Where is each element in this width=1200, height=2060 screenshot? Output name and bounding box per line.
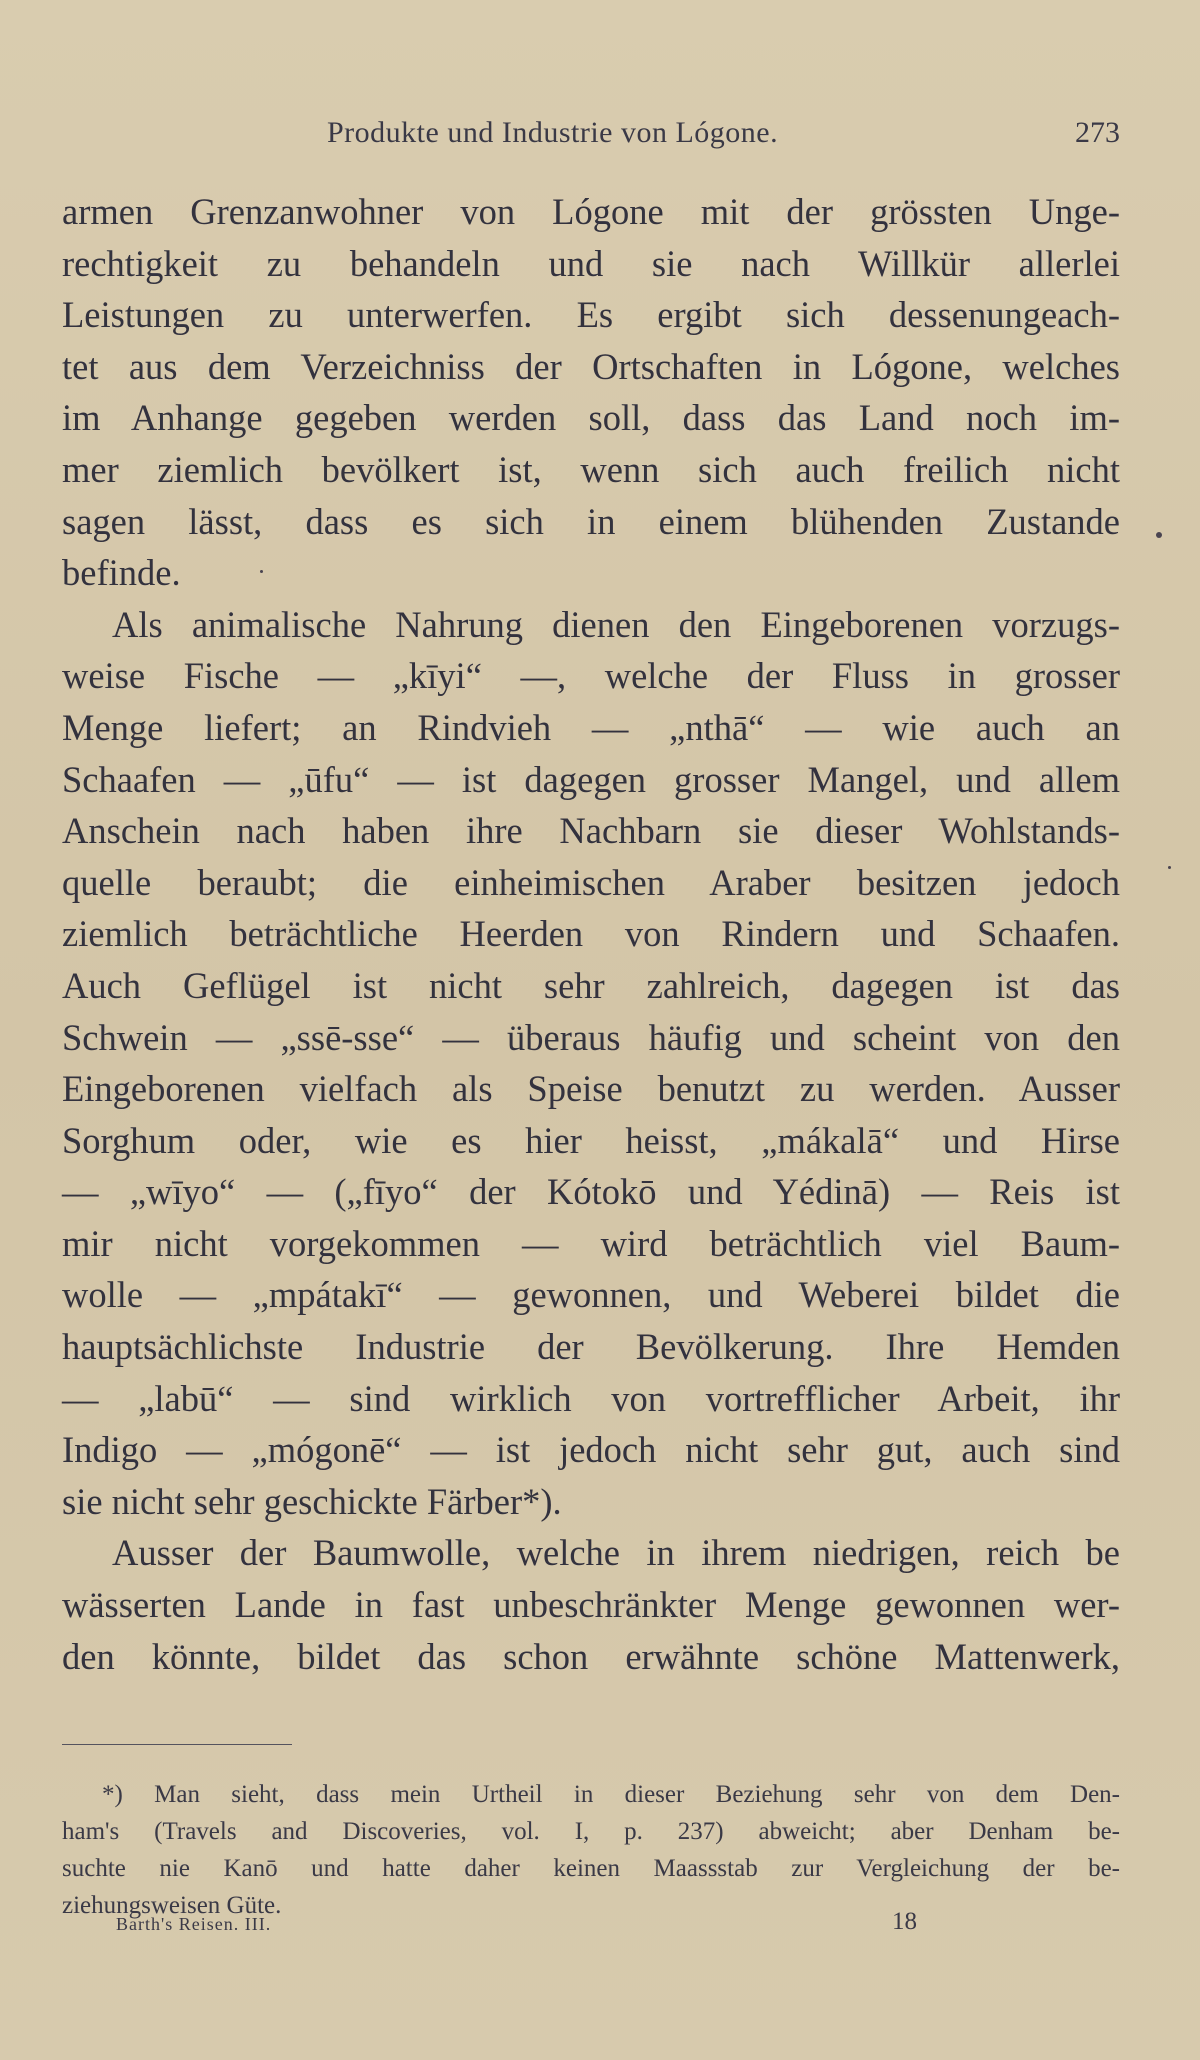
footnote xyxy=(62,1776,1120,1924)
text-line: wässerten Lande in fast unbeschränkter Menge gewonnen wer- xyxy=(62,1584,1120,1626)
text-line: quelle beraubt; die einheimischen Araber besitzen jedoch xyxy=(62,861,1120,903)
footnote-line: suchte nie Kanō und hatte daher keinen Maassstab zur Vergleichung der be- xyxy=(62,1855,1120,1882)
text-line: mir nicht vorgekommen — wird beträchtlich viel Baum- xyxy=(62,1222,1120,1264)
sheet-number: 18 xyxy=(892,1908,917,1935)
text-line: weise Fische — „kīyi“ —, welche der Fluss in grosser xyxy=(62,655,1120,697)
text-line: Schaafen — „ūfu“ — ist dagegen grosser Mangel, und allem xyxy=(62,758,1120,800)
footnote-line: *) Man sieht, dass mein Urtheil in dieser Beziehung sehr von dem Den- xyxy=(102,1781,1120,1808)
text-line: Als animalische Nahrung dienen den Eingeborenen vorzugs- xyxy=(112,603,1120,645)
text-line: wolle — „mpátakī“ — gewonnen, und Weberei bildet die xyxy=(62,1274,1120,1316)
page-number: 273 xyxy=(1075,116,1120,149)
text-line: Indigo — „mógonē“ — ist jedoch nicht sehr gut, auch sind xyxy=(62,1429,1120,1471)
text-line: Leistungen zu unterwerfen. Es ergibt sich dessenungeach- xyxy=(62,294,1120,336)
text-line: — „wīyo“ — („fīyo“ der Kótokō und Yédinā) — Reis ist xyxy=(62,1171,1120,1213)
text-line: Schwein — „ssē-sse“ — überaus häufig und scheint von den xyxy=(62,1016,1120,1058)
text-line: befinde. xyxy=(62,552,181,594)
text-line: hauptsächlichste Industrie der Bevölkerung. Ihre Hemden xyxy=(62,1326,1120,1368)
footnote-line: ham's (Travels and Discoveries, vol. I, p. 237) abweicht; aber Denham be- xyxy=(62,1818,1120,1845)
text-line: armen Grenzanwohner von Lógone mit der grössten Unge- xyxy=(62,191,1120,232)
running-header xyxy=(62,116,1120,156)
text-line: Menge liefert; an Rindvieh — „nthā“ — wie auch an xyxy=(62,706,1120,748)
text-line: Sorghum oder, wie es hier heisst, „mákalā“ und Hirse xyxy=(62,1119,1120,1161)
text-line: Anschein nach haben ihre Nachbarn sie dieser Wohlstands- xyxy=(62,810,1120,852)
ink-speck xyxy=(1156,532,1162,538)
text-line: Auch Geflügel ist nicht sehr zahlreich, dagegen ist das xyxy=(62,964,1120,1006)
text-line: Ausser der Baumwolle, welche in ihrem niedrigen, reich be xyxy=(112,1532,1120,1574)
text-line: rechtigkeit zu behandeln und sie nach Willkür allerlei xyxy=(62,242,1120,284)
ink-speck xyxy=(260,570,263,573)
text-line: — „labū“ — sind wirklich von vortrefflicher Arbeit, ihr xyxy=(62,1377,1120,1419)
text-line: im Anhange gegeben werden soll, dass das Land noch im- xyxy=(62,397,1120,439)
text-line: tet aus dem Verzeichniss der Ortschaften in Lógone, welches xyxy=(62,345,1120,387)
printer-signature: Barth's Reisen. III. xyxy=(116,1914,272,1934)
main-text xyxy=(62,186,1120,1682)
text-line: sie nicht sehr geschickte Färber*). xyxy=(62,1480,562,1522)
footnote-line: ziehungsweisen Güte. xyxy=(62,1892,282,1919)
text-line: den könnte, bildet das schon erwähnte schöne Mattenwerk, xyxy=(62,1635,1120,1677)
text-line: mer ziemlich bevölkert ist, wenn sich auch freilich nicht xyxy=(62,448,1120,490)
running-title: Produkte und Industrie von Lógone. xyxy=(327,116,779,149)
text-line: ziemlich beträchtliche Heerden von Rindern und Schaafen. xyxy=(62,913,1120,955)
text-line: Eingeborenen vielfach als Speise benutzt zu werden. Ausser xyxy=(62,1068,1120,1110)
ink-speck xyxy=(1168,866,1171,869)
footnote-rule xyxy=(62,1744,292,1745)
text-line: sagen lässt, dass es sich in einem blühenden Zustande xyxy=(62,500,1120,542)
